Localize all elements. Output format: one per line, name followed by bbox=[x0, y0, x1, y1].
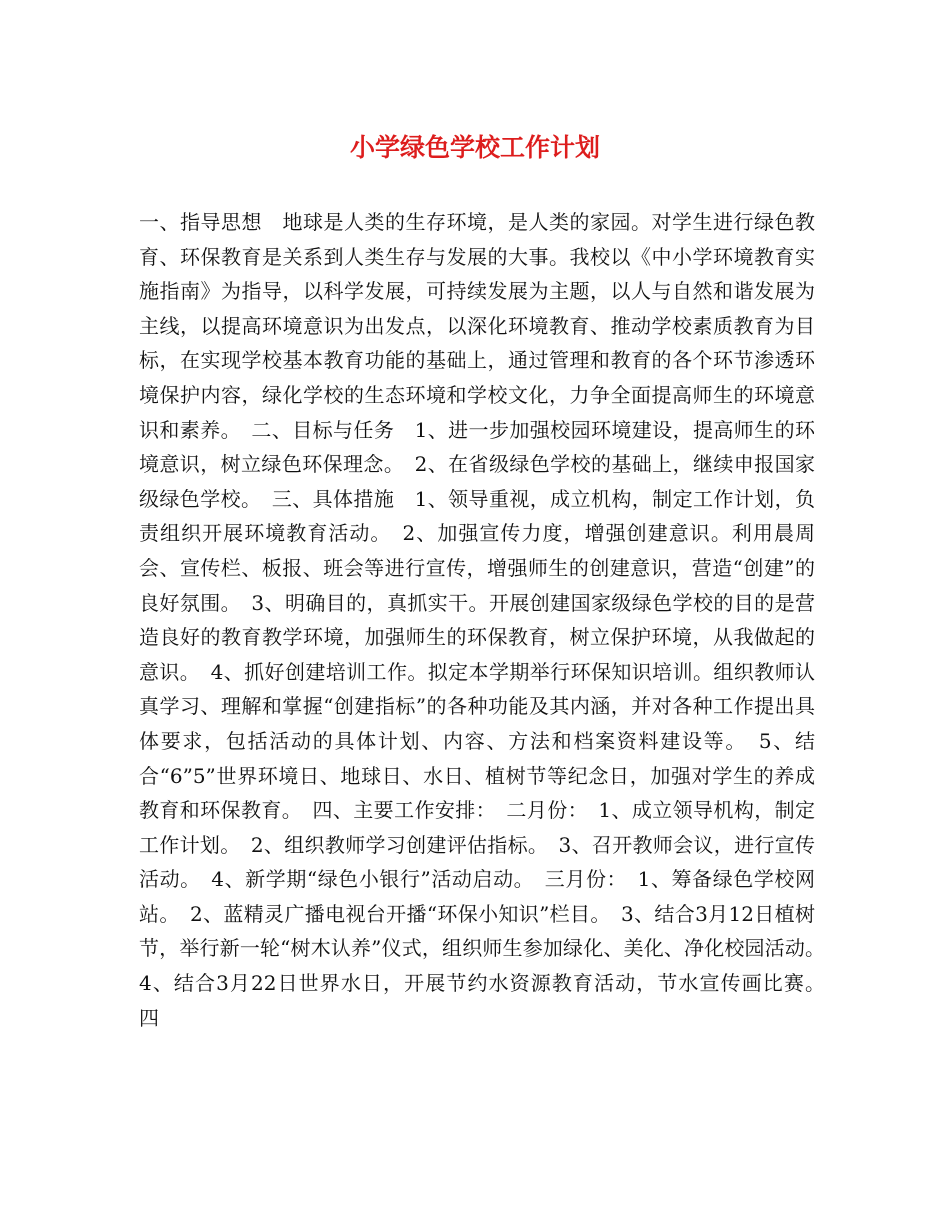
document-body: 一、指导思想 地球是人类的生存环境，是人类的家园。对学生进行绿色教育、环保教育是关系到人类生存与发展的大事。我校以《中小学环境教育实施指南》为指导，以科学发展，可持续发展为主题，以人与自然和谐发展为主线，以提高环境意识为出发点，以深化环境教育、推动学校素质教育为目标，在实现学校基本教育功能的基础上，通过管理和教育的各个环节渗透环境保护内容，绿化学校的生态环境和学校文化，力争全面提高师生的环境意识和素养。 二、目标与任务 1、进一步加强校园环境建设，提高师生的环境意识，树立绿色环保理念。 2、在省级绿色学校的基础上，继续申报国家级绿色学校。 三、具体措施 1、领导重视，成立机构，制定工作计划，负责组织开展环境教育活动。 2、加强宣传力度，增强创建意识。利用晨周会、宣传栏、板报、班会等进行宣传，增强师生的创建意识，营造“创建”的良好氛围。 3、明确目的，真抓实干。开展创建国家级绿色学校的目的是营造良好的教育教学环境，加强师生的环保教育，树立保护环境，从我做起的意识。 4、抓好创建培训工作。拟定本学期举行环保知识培训。组织教师认真学习、理解和掌握“创建指标”的各种功能及其内涵，并对各种工作提出具体要求，包括活动的具体计划、内容、方法和档案资料建设等。 5、结合“6”5”世界环境日、地球日、水日、植树节等纪念日，加强对学生的养成教育和环保教育。 四、主要工作安排： 二月份： 1、成立领导机构，制定工作计划。 2、组织教师学习创建评估指标。 3、召开教师会议，进行宣传活动。 4、新学期“绿色小银行”活动启动。 三月份： 1、筹备绿色学校网站。 2、蓝精灵广播电视台开播“环保小知识”栏目。 3、结合3月12日植树节，举行新一轮“树木认养”仪式，组织师生参加绿化、美化、净化校园活动。 4、结合3月22日世界水日，开展节约水资源教育活动，节水宣传画比赛。 四 bbox=[139, 210, 835, 1030]
document-title: 小学绿色学校工作计划 bbox=[349, 133, 600, 162]
